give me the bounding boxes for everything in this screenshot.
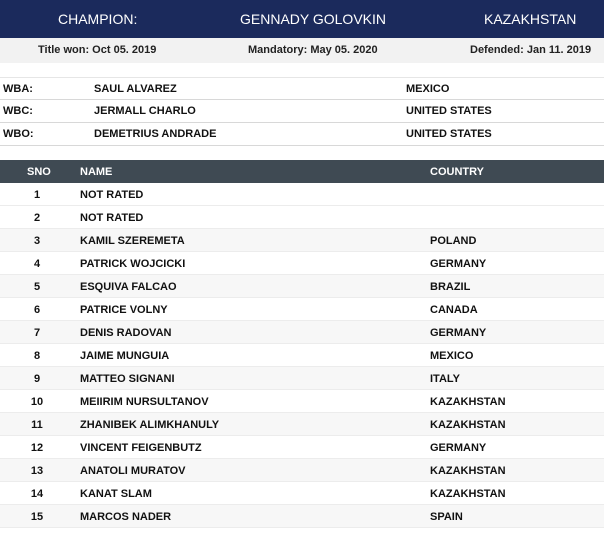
table-row	[0, 183, 604, 206]
row-country: CANADA	[430, 304, 478, 316]
row-country: POLAND	[430, 235, 477, 247]
table-row	[0, 459, 604, 482]
belt-org: WBC:	[3, 105, 33, 117]
row-sno: 15	[30, 511, 44, 523]
row-name: ZHANIBEK ALIMKHANULY	[80, 419, 220, 431]
row-country: GERMANY	[430, 442, 487, 454]
row-country: BRAZIL	[430, 281, 471, 293]
row-country: GERMANY	[430, 258, 487, 270]
row-country: KAZAKHSTAN	[430, 419, 506, 431]
row-name: MARCOS NADER	[80, 511, 172, 523]
belt-row-wbc	[0, 100, 604, 123]
row-sno: 2	[33, 212, 41, 224]
row-country: MEXICO	[430, 350, 474, 362]
row-name: VINCENT FEIGENBUTZ	[80, 442, 202, 454]
belt-champion-name: JERMALL CHARLO	[94, 105, 196, 117]
row-name: KAMIL SZEREMETA	[80, 235, 185, 247]
row-name: JAIME MUNGUIA	[80, 350, 170, 362]
row-name: NOT RATED	[80, 212, 144, 224]
header-name: NAME	[80, 166, 113, 178]
row-country: SPAIN	[430, 511, 463, 523]
row-name: NOT RATED	[80, 189, 144, 201]
row-country: KAZAKHSTAN	[430, 396, 506, 408]
row-sno: 12	[30, 442, 44, 454]
belt-champion-name: DEMETRIUS ANDRADE	[94, 128, 217, 140]
row-name: ESQUIVA FALCAO	[80, 281, 177, 293]
table-row	[0, 344, 604, 367]
row-country: GERMANY	[430, 327, 487, 339]
belt-champion-name: SAUL ALVAREZ	[94, 83, 177, 95]
header-sno: SNO	[27, 166, 51, 178]
mandatory-date: Mandatory: May 05. 2020	[248, 44, 378, 56]
table-row	[0, 275, 604, 298]
belt-champion-country: UNITED STATES	[406, 105, 492, 117]
row-sno: 4	[33, 258, 41, 270]
ranking-table-body	[0, 183, 604, 528]
belt-org: WBA:	[3, 83, 33, 95]
ranking-table-header	[0, 160, 604, 183]
row-name: DENIS RADOVAN	[80, 327, 172, 339]
row-sno: 14	[30, 488, 44, 500]
row-name: MATTEO SIGNANI	[80, 373, 175, 385]
champion-country: KAZAKHSTAN	[484, 11, 577, 27]
belt-champion-country: MEXICO	[406, 83, 450, 95]
belt-org: WBO:	[3, 128, 34, 140]
row-country: ITALY	[430, 373, 460, 385]
table-row	[0, 505, 604, 528]
row-sno: 3	[33, 235, 41, 247]
row-country: KAZAKHSTAN	[430, 488, 506, 500]
row-name: PATRICK WOJCICKI	[80, 258, 186, 270]
champion-label: CHAMPION:	[58, 11, 138, 27]
defended-date: Defended: Jan 11. 2019	[470, 44, 592, 56]
row-sno: 10	[30, 396, 44, 408]
champion-name: GENNADY GOLOVKIN	[240, 11, 387, 27]
row-name: MEIIRIM NURSULTANOV	[80, 396, 209, 408]
header-country: COUNTRY	[430, 166, 484, 178]
row-sno: 7	[33, 327, 41, 339]
row-name: PATRICE VOLNY	[80, 304, 168, 316]
table-row	[0, 298, 604, 321]
table-row	[0, 229, 604, 252]
title-won-date: Title won: Oct 05. 2019	[38, 44, 157, 56]
table-row	[0, 482, 604, 505]
table-row	[0, 367, 604, 390]
champion-banner	[0, 0, 604, 38]
table-row	[0, 252, 604, 275]
row-name: ANATOLI MURATOV	[80, 465, 186, 477]
belt-champion-country: UNITED STATES	[406, 128, 492, 140]
table-row	[0, 321, 604, 344]
row-sno: 5	[33, 281, 41, 293]
row-sno: 6	[33, 304, 41, 316]
row-sno: 11	[31, 419, 43, 431]
table-row	[0, 413, 604, 436]
belt-row-wba	[0, 77, 604, 100]
row-country: KAZAKHSTAN	[430, 465, 506, 477]
table-row	[0, 206, 604, 229]
row-sno: 13	[30, 465, 44, 477]
row-sno: 9	[33, 373, 41, 385]
row-sno: 1	[33, 189, 41, 201]
belt-row-wbo	[0, 123, 604, 146]
other-champions-list	[0, 77, 604, 146]
row-sno: 8	[33, 350, 41, 362]
table-row	[0, 436, 604, 459]
table-row	[0, 390, 604, 413]
title-info-row	[0, 38, 604, 63]
row-name: KANAT SLAM	[80, 488, 152, 500]
